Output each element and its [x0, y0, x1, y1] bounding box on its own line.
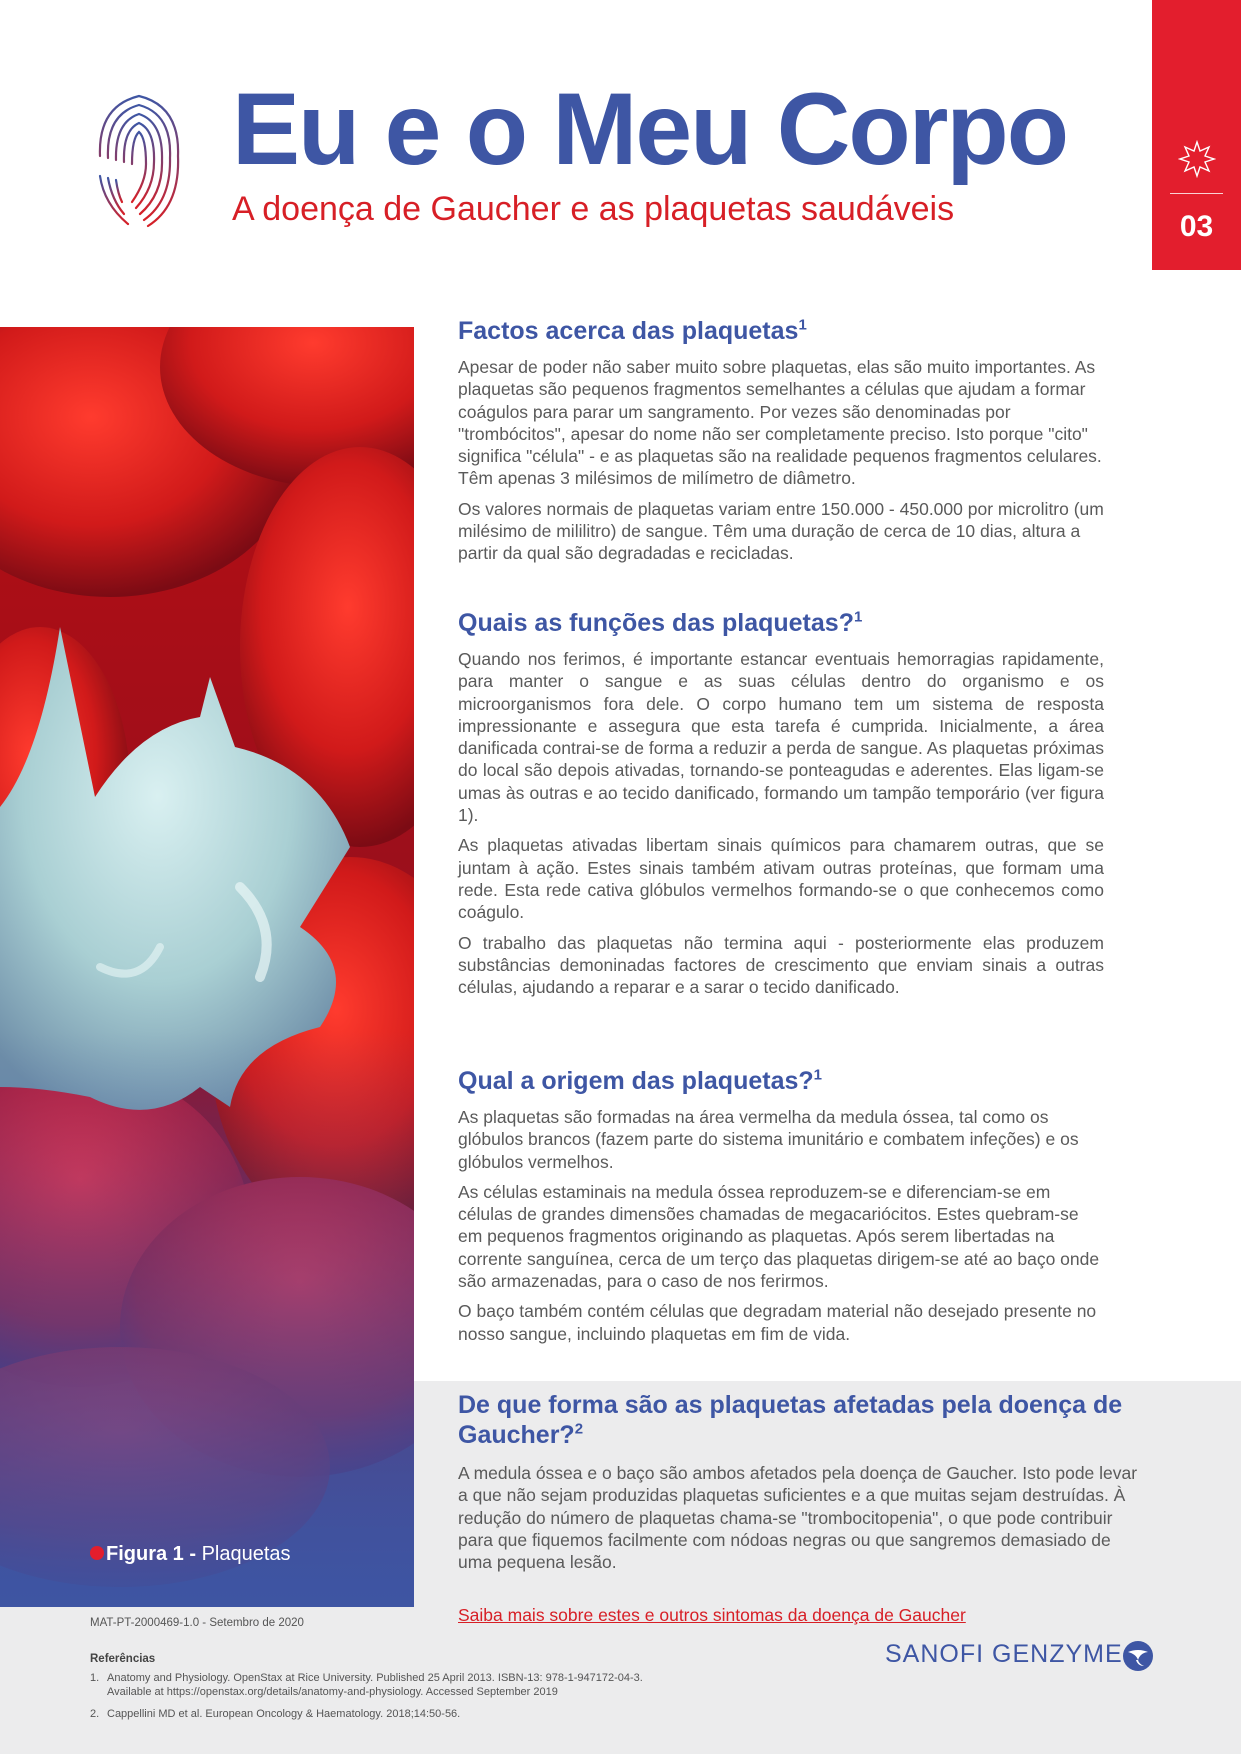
section-facts: [458, 316, 1104, 565]
reference-item: 2. Cappellini MD et al. European Oncology & Haematology. 2018;14:50-56.: [90, 1708, 461, 1720]
figure-caption-text: Plaquetas: [201, 1543, 291, 1565]
paragraph: A medula óssea e o baço são ambos afetados pela doença de Gaucher. Isto pode levar a que não sejam produzidas plaquetas suficientes e a que muitas sejam destruídas. À redução do número de plaquetas chama-se "trombocitopenia", o que pode contribuir para que fiquemos facilmente com nódoas negras ou que sangremos demasiado de uma pequena lesão.: [458, 1463, 1138, 1573]
paragraph: As plaquetas são formadas na área vermelha da medula óssea, tal como os glóbulos brancos (fazem parte do sistema imunitário e combatem infeções) e os glóbulos vermelhos.: [458, 1107, 1079, 1172]
page-subtitle: A doença de Gaucher e as plaquetas saudáveis: [232, 190, 955, 228]
material-code: MAT-PT-2000469-1.0 - Setembro de 2020: [90, 1617, 304, 1629]
issue-tab: [1152, 0, 1241, 270]
platelet-illustration: [0, 327, 414, 1607]
section-heading: De que forma são as plaquetas afetadas pela doença de Gaucher?$^2$: [458, 1391, 1123, 1449]
reference-marker: 1: [798, 316, 807, 334]
issue-divider: [1170, 193, 1223, 194]
sanofi-genzyme-logo: SANOFI GENZYME: [885, 1640, 1123, 1668]
section-heading: Qual a origem das plaquetas?$^1$: [458, 1066, 822, 1095]
sanofi-bird-icon: [1122, 1640, 1154, 1672]
paragraph: Os valores normais de plaquetas variam entre 150.000 - 450.000 por microlitro (um milésimo de mililitro) de sangue. Têm uma duração de cerca de 10 dias, altura a partir da qual são degradadas e recicladas.: [458, 498, 1104, 564]
reference-marker: 1: [853, 608, 863, 626]
reference-marker: 1: [813, 1066, 822, 1084]
figure-label: Figura 1 -: [106, 1543, 197, 1565]
starburst-icon: [1178, 140, 1216, 178]
paragraph: As plaquetas ativadas libertam sinais químicos para chamarem outras, que se juntam à ação. Estes sinais também ativam outras proteínas, que formam uma rede. Esta rede cativa glóbulos vermelhos formando-se o que conhecemos como coágulo.: [458, 835, 1104, 923]
section-gaucher-impact: [458, 1390, 1188, 1573]
page-title: Eu e o Meu Corpo: [232, 72, 1067, 186]
reference-marker: 2: [574, 1420, 584, 1438]
paragraph: Apesar de poder não saber muito sobre plaquetas, elas são muito importantes. As plaquetas são pequenos fragmentos semelhantes a células que ajudam a formar coágulos para parar um sangramento. Por vezes são denominadas por "trombócitos", apesar do nome não ser completamente preciso. Isto porque "cito" significa "célula" - e as plaquetas são na realidade pequenos fragmentos celulares. Têm apenas 3 milésimos de milímetro de diâmetro.: [458, 357, 1102, 489]
fingerprint-icon: [88, 86, 190, 232]
learn-more-link[interactable]: Saiba mais sobre estes e outros sintomas da doença de Gaucher: [458, 1605, 966, 1625]
references-title: Referências: [90, 1653, 156, 1665]
section-origin: [458, 1066, 1104, 1345]
paragraph: As células estaminais na medula óssea reproduzem-se e diferenciam-se em células de grandes dimensões chamadas de megacariócitos. Estes quebram-se em pequenos fragmentos originando as plaquetas. Após serem libertadas na corrente sanguínea, cerca de um terço das plaquetas dirigem-se até ao baço onde são armazenadas, para o caso de nos ferirmos.: [458, 1181, 1100, 1292]
reference-item: 1. Anatomy and Physiology. OpenStax at Rice University. Published 25 April 2013. ISBN-13: 978-1-947172-04-3. Available at https://openstax.org/details/anatomy-and-physiology. Accessed September 2019: [90, 1672, 643, 1698]
paragraph: Quando nos ferimos, é importante estancar eventuais hemorragias rapidamente, para manter o sangue e as suas células dentro do organismo e os microorganismos fora dele. O corpo humano tem um sistema de resposta impressionante e assegura que esta tarefa é cumprida. Inicialmente, a área danificada contrai-se de forma a reduzir a perda de sangue. As plaquetas próximas do local são depois ativadas, tornando-se ponteagudas e aderentes. Elas ligam-se umas às outras e ao tecido danificado, formando um tampão temporário (ver figura 1).: [458, 649, 1104, 826]
paragraph: O baço também contém células que degradam material não desejado presente no nosso sangue, incluindo plaquetas em fim de vida.: [458, 1301, 1097, 1344]
issue-number: 03: [1179, 210, 1214, 243]
references-list: [90, 1671, 643, 1729]
figure-caption: [90, 1543, 291, 1566]
section-functions: [458, 608, 1104, 998]
caption-bullet-icon: [90, 1546, 104, 1560]
section-heading: Quais as funções das plaquetas?$^1$: [458, 608, 863, 637]
paragraph: O trabalho das plaquetas não termina aqui - posteriormente elas produzem substâncias demoninadas factores de crescimento que enviam sinais a outras células, ajudando a reparar e a sarar o tecido danificado.: [458, 932, 1104, 998]
section-heading: Factos acerca das plaquetas$^1$: [458, 316, 807, 345]
